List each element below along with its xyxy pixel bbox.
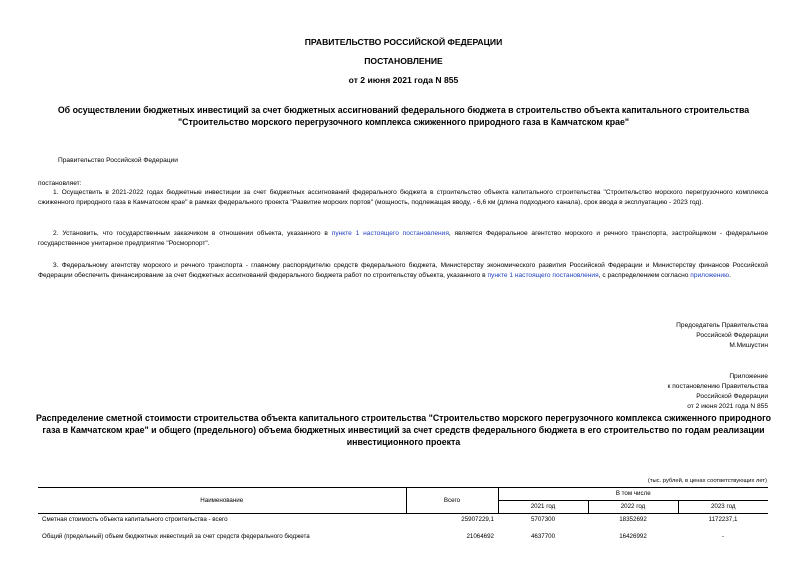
link-point-1[interactable]: пункте 1 настоящего постановления: [331, 230, 449, 237]
document-title-line-1: Об осуществлении бюджетных инвестиций за счет бюджетных ассигнований федерального бюджета в строительство объекта капитального строительства: [57, 105, 750, 115]
paragraph-1: [38, 188, 768, 207]
decree-word: постановляет:: [38, 180, 82, 187]
table-row: [38, 526, 768, 543]
appendix-title: Распределение сметной стоимости строительства объекта капитального строительства "Строительство морского перегрузочного комплекса сжиженного природного газа в Камчатском крае" и общего (предельного) объема бюджетных инвестиций за счет средств федерального бюджета в его строительство по годам реализации инвестиционного проекта: [35, 413, 772, 447]
row-2-2023: -: [721, 533, 725, 540]
document-title-line-2: "Строительство морского перегрузочного комплекса сжиженного природного газа в Камчатском крае": [177, 117, 630, 127]
header-total: Всего: [406, 488, 498, 514]
signature-block: [676, 321, 768, 351]
paragraph-2-before: 2. Установить, что государственным заказчиком в отношении объекта, указанного в: [53, 230, 332, 237]
document-title: [40, 104, 767, 128]
table-header-row-1: [38, 488, 768, 501]
table-row: [38, 514, 768, 527]
row-1-total: 25907229,1: [461, 516, 494, 523]
link-point-1-second[interactable]: пункте 1 настоящего постановления: [487, 271, 599, 279]
signature-line-2: Российской Федерации: [696, 332, 768, 339]
row-1-2023: 1172237,1: [708, 516, 738, 523]
units-note: (тыс. рублей, в ценах соответствующих лет): [647, 478, 767, 484]
link-appendix[interactable]: приложению: [690, 271, 730, 279]
paragraph-3-middle: , с распределением согласно: [598, 271, 691, 279]
paragraph-1-text: 1. Осуществить в 2021-2022 годах бюджетные инвестиции за счет бюджетных ассигнований федерального бюджета в строительство объекта капитального строительства "Строительство морского перегрузочного комплекса сжиженного природного газа в Камчатском крае" в рамках федерального проекта "Развитие морских портов" (мощность, подлежащая вводу, - 6,6 км (длина подходного канала), срок ввода в эксплуатацию - 2023 год).: [38, 189, 768, 206]
header-name: Наименование: [38, 488, 406, 514]
paragraph-3-before: 3. Федеральному агентству морского и речного транспорта - главному распорядителю средств федерального бюджета, Министерству экономического развития Российской Федерации и Министерству финансов Российской Федерации обеспечить финансирование за счет бюджетных ассигнований федерального бюджета работ по строительству объекта, указанного в: [38, 262, 768, 279]
paragraph-3-after: .: [729, 271, 731, 279]
row-1-name: Сметная стоимость объекта капитального строительства - всего: [42, 516, 228, 523]
distribution-table: [38, 487, 768, 543]
date-number-heading: от 2 июня 2021 года N 855: [348, 75, 459, 85]
header-year-2021: 2021 год: [498, 501, 588, 514]
authority-heading: ПРАВИТЕЛЬСТВО РОССИЙСКОЙ ФЕДЕРАЦИИ: [304, 37, 503, 47]
signature-line-1: Председатель Правительства: [676, 322, 768, 329]
row-2-2022: 16426992: [619, 533, 647, 540]
appendix-line-3: Российской Федерации: [696, 393, 768, 400]
paragraph-2-after: , является Федеральное агентство морского и речного транспорта, застройщиком - федеральное государственное унитарное предприятие "Росморпорт".: [38, 230, 768, 247]
row-2-total: 21064692: [466, 533, 494, 540]
row-2-2021: 4637700: [530, 533, 556, 540]
paragraph-2: [38, 229, 768, 248]
paragraph-3: [38, 261, 768, 280]
header-year-2023: 2023 год: [678, 501, 768, 514]
appendix-line-1: Приложение: [729, 373, 768, 380]
row-2-name: Общий (предельный) объем бюджетных инвестиций за счет средств федерального бюджета: [42, 533, 310, 540]
row-1-2022: 18352692: [619, 516, 647, 523]
header-year-2022: 2022 год: [588, 501, 678, 514]
appendix-block: [668, 372, 769, 412]
header-including: В том числе: [498, 488, 768, 501]
doc-type-heading: ПОСТАНОВЛЕНИЕ: [364, 56, 443, 66]
signature-line-3: М.Мишустин: [729, 342, 768, 349]
appendix-line-4: от 2 июня 2021 года N 855: [687, 403, 768, 410]
row-1-2021: 5707300: [530, 516, 556, 523]
appendix-line-2: к постановлению Правительства: [667, 383, 768, 390]
intro-text: Правительство Российской Федерации: [58, 157, 178, 164]
